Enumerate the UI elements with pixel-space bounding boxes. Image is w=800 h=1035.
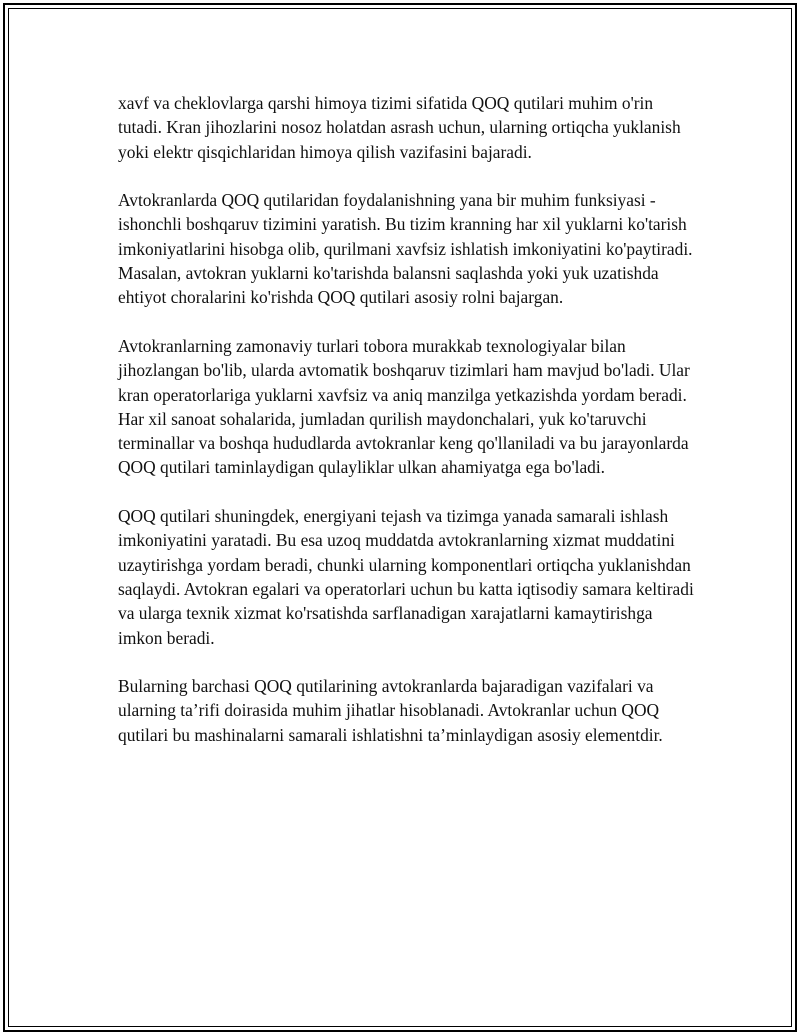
paragraph-1: xavf va cheklovlarga qarshi himoya tizimi sifatida QOQ qutilari muhim o'rin tutadi. Kran jihozlarini nosoz holatdan asrash uchun, ularning ortiqcha yuklanish yoki elektr qisqichlaridan himoya qilish vazifasini bajaradi. bbox=[118, 93, 681, 162]
paragraph-3: Avtokranlarning zamonaviy turlari tobora murakkab texnologiyalar bilan jihozlangan bo'lib, ularda avtomatik boshqaruv tizimlari ham mavjud bo'ladi. Ular kran operatorlariga yuklarni xavfsiz va aniq manzilga yetkazishda yordam beradi. Har xil sanoat sohalarida, jumladan qurilish maydonchalari, yuk ko'taruvchi terminallar va boshqa hududlarda avtokranlar keng qo'llaniladi va bu jarayonlarda QOQ qutilari taminlaydigan qulayliklar ulkan ahamiyatga ega bo'ladi. bbox=[118, 335, 690, 478]
document-body bbox=[118, 91, 698, 771]
paragraph-2: Avtokranlarda QOQ qutilaridan foydalanishning yana bir muhim funksiyasi - ishonchli boshqaruv tizimini yaratish. Bu tizim kranning har xil yuklarni ko'tarish imkoniyatlarini hisobga olib, qurilmani xavfsiz ishlatish imkoniyatini ko'paytiradi. Masalan, avtokran yuklarni ko'tarishda balansni saqlashda yoki yuk uzatishda ehtiyot choralarini ko'rishda QOQ qutilari asosiy rolni bajargan. bbox=[118, 190, 693, 308]
paragraph-4: QOQ qutilari shuningdek, energiyani tejash va tizimga yanada samarali ishlash imkoniyatini yaratadi. Bu esa uzoq muddatda avtokranlarning xizmat muddatini uzaytirishga yordam beradi, chunki ularning komponentlari ortiqcha yuklanishdan saqlaydi. Avtokran egalari va operatorlari uchun bu katta iqtisodiy samara keltiradi va ularga texnik xizmat ko'rsatishda sarflanadigan xarajatlarni kamaytirishga imkon beradi. bbox=[118, 506, 694, 648]
paragraph-5: Bularning barchasi QOQ qutilarining avtokranlarda bajaradigan vazifalari va ularning ta’rifi doirasida muhim jihatlar hisoblanadi. Avtokranlar uchun QOQ qutilari bu mashinalarni samarali ishlatishni ta’minlaydigan asosiy elementdir. bbox=[118, 676, 663, 745]
